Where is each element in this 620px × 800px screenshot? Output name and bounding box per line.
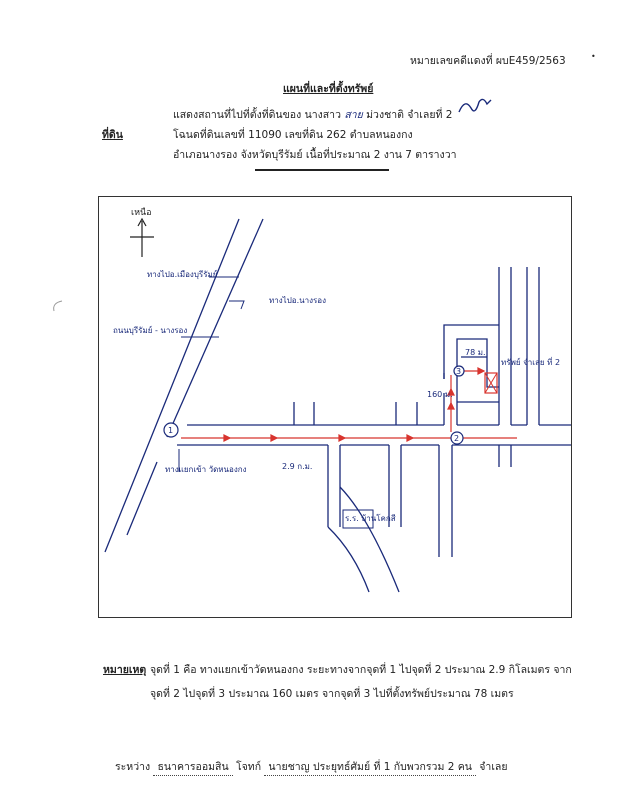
land-line-1 <box>173 106 452 123</box>
plaintiff-role: โจทก์ <box>235 761 262 773</box>
distance-3-prop-label: 78 ม. <box>465 348 486 357</box>
junction-label: ทางแยกเข้า วัดหนองกง <box>165 465 247 474</box>
point-2-label: 2 <box>454 434 460 443</box>
land-line-2: โฉนดที่ดินเลขที่ 11090 เลขที่ดิน 262 ตำบลหนองกง <box>173 129 413 141</box>
road-to-buriram-label: ทางไปอ.เมืองบุรีรัมย์ <box>147 270 218 279</box>
defendant-role: จำเลย <box>479 761 508 773</box>
remarks-line-2: จุดที่ 2 ไปจุดที่ 3 ประมาณ 160 เมตร จากจุดที่ 3 ไปที่ตั้งทรัพย์ประมาณ 78 เมตร <box>150 688 514 700</box>
route-arrows <box>181 357 517 441</box>
school-label: ร.ร. บ้านโคกสี <box>345 514 396 523</box>
remarks-line-1: จุดที่ 1 คือ ทางแยกเข้าวัดหนองกง ระยะทางจากจุดที่ 1 ไปจุดที่ 2 ประมาณ 2.9 กิโลเมตร จาก <box>150 664 572 676</box>
property-label: ทรัพย์ จำเลย ที่ 2 <box>501 358 561 367</box>
defendant-name: นายชาญ ประยุทธ์ศัมย์ ที่ 1 กับพวกรวม 2 คน <box>264 758 476 776</box>
page-title: แผนที่และที่ตั้งทรัพย์ <box>283 83 374 95</box>
point-1-label: 1 <box>168 426 174 435</box>
distance-2-3-label: 160 ม. <box>427 390 453 399</box>
handwritten-name: สาย <box>344 109 363 121</box>
location-map <box>98 196 572 618</box>
land-line-1-prefix: แสดงสถานที่ไปที่ตั้งที่ดินของ นางสาว <box>173 109 341 121</box>
north-arrow <box>130 219 154 257</box>
land-line-3: อำเภอนางรอง จังหวัดบุรีรัมย์ เนื้อที่ประมาณ 2 งาน 7 ตารางวา <box>173 149 457 161</box>
signature <box>455 94 495 122</box>
map-drawing <box>99 197 572 618</box>
dot-mark: • <box>591 52 596 61</box>
main-road <box>177 393 572 592</box>
highway-label: ถนนบุรีรัมย์ - นางรอง <box>113 326 188 335</box>
section-label-land: ที่ดิน <box>102 129 123 141</box>
remarks-label: หมายเหตุ <box>103 664 147 676</box>
between-label: ระหว่าง <box>115 761 151 773</box>
divider <box>255 169 389 171</box>
footer-line <box>115 758 508 776</box>
road-to-nangrong-label: ทางไปอ.นางรอง <box>269 296 326 305</box>
plaintiff-name: ธนาคารออมสิน <box>153 758 232 776</box>
leader-arrows <box>179 277 244 472</box>
north-label: เหนือ <box>131 208 152 218</box>
case-number: หมายเลขคดีแดงที่ ผบE459/2563 <box>410 55 566 67</box>
punch-hole-mark <box>50 298 64 317</box>
highway-road <box>105 219 263 552</box>
land-line-1-suffix: ม่วงชาติ จำเลยที่ 2 <box>366 109 453 121</box>
point-3-label: 3 <box>456 367 462 376</box>
distance-1-2-label: 2.9 ก.ม. <box>282 462 313 471</box>
village-roads <box>444 267 539 425</box>
